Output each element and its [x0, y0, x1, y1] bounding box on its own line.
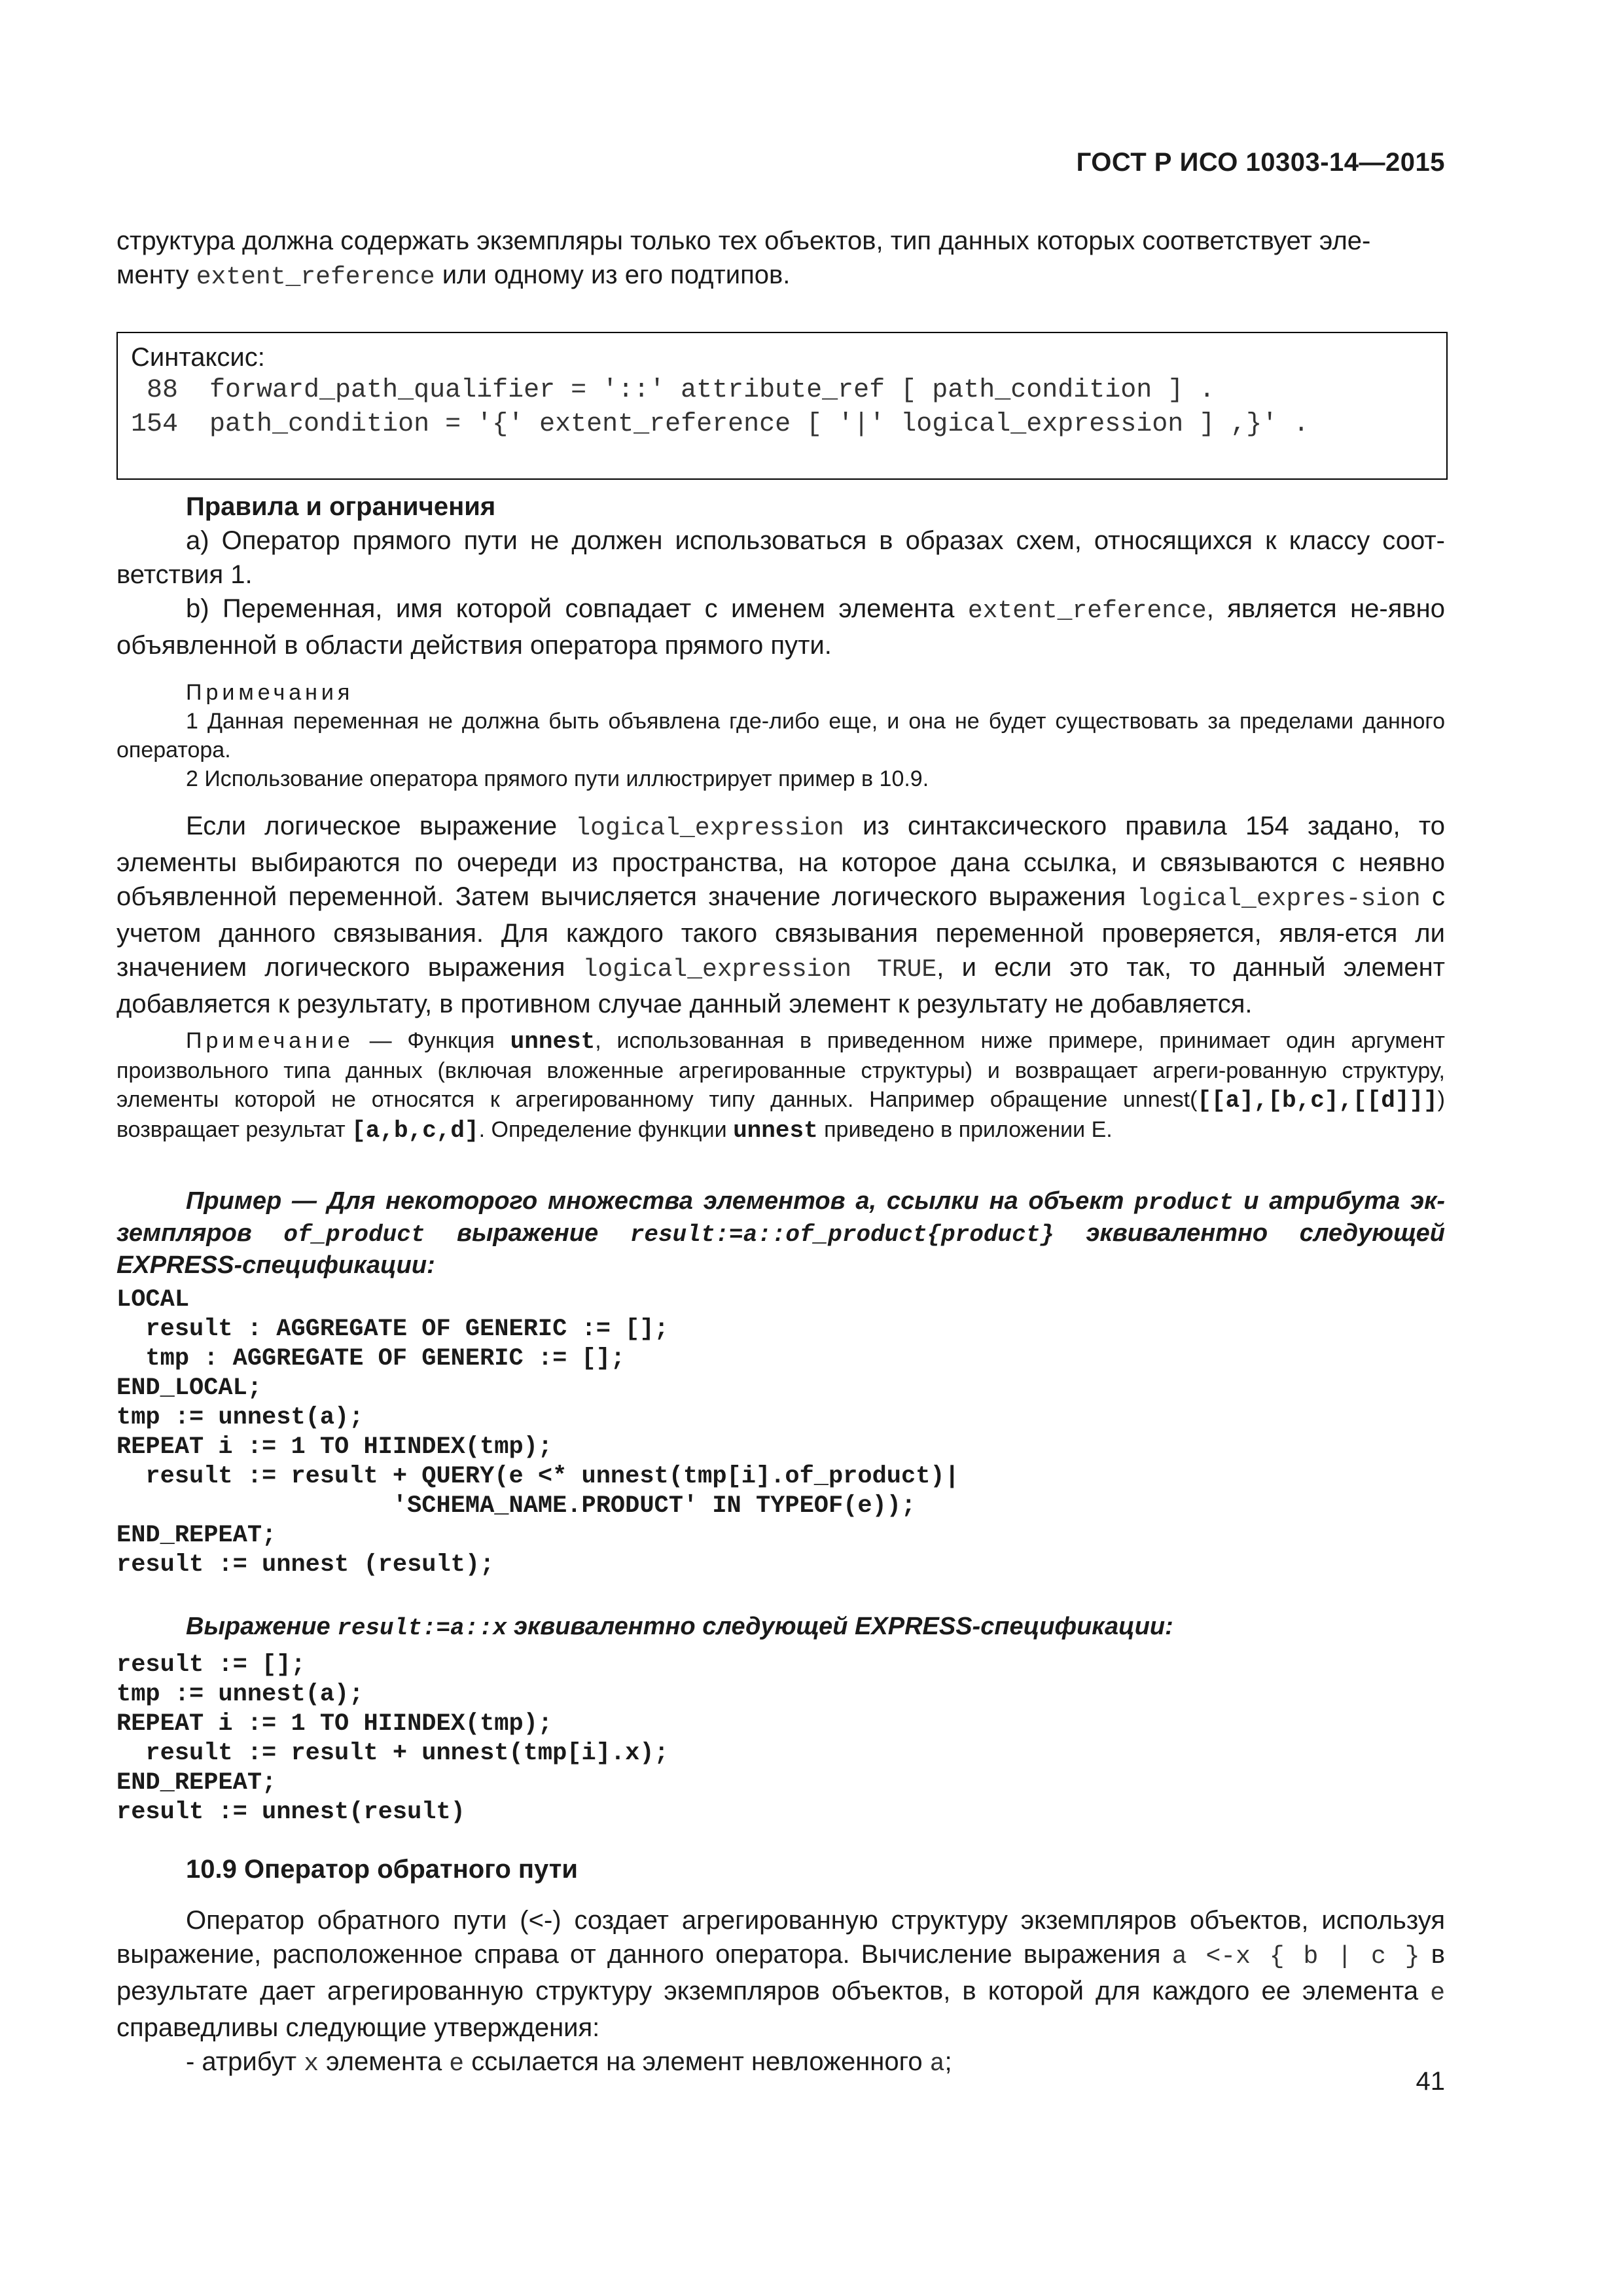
- text: Выражение: [186, 1613, 338, 1640]
- syntax-rule-88: 88 forward_path_qualifier = '::' attribute_ref [ path_condition ] .: [131, 376, 1215, 405]
- text: приведено в приложении Е.: [817, 1117, 1113, 1142]
- text: ;: [944, 2047, 952, 2076]
- intro-text: или одному из его подтипов.: [435, 260, 791, 289]
- text: ) возвращает результат: [116, 1087, 1445, 1142]
- code-term: logical_expres-sion: [1137, 885, 1421, 913]
- note-2: 2 Использование оператора прямого пути иллюстрирует пример в 10.9.: [186, 766, 929, 791]
- page-number: 41: [1416, 2067, 1445, 2096]
- code-term: [[a],[b,c],[[d]]]: [1197, 1087, 1438, 1114]
- example-intro: [116, 1186, 1445, 1280]
- syntax-box: [116, 332, 1448, 480]
- code-term: extent_reference: [967, 597, 1207, 625]
- note-unnest: [116, 1026, 1445, 1145]
- note-1: 1 Данная переменная не должна быть объявлена где-либо еще, и она не будет существовать за пределами данного оператора.: [116, 709, 1445, 762]
- code-term: product: [1134, 1189, 1234, 1216]
- code-block-1: LOCAL result : AGGREGATE OF GENERIC := []; tmp : AGGREGATE OF GENERIC := []; END_LOCAL; tmp := unnest(a); REPEAT i := 1 TO HIINDEX(tmp); result := result + QUERY(e <* unnest(tmp[i].of_product)| 'SCHEMA_NAME.PRODUCT' IN TYPEOF(e)); END_REPEAT; result := unnest (result);: [116, 1286, 959, 1579]
- note-unnest-text: [116, 1026, 1445, 1145]
- code-term: result:=a::x: [337, 1615, 507, 1641]
- intro-line-1: структура должна содержать экземпляры только тех объектов, тип данных которых соответствует эле-: [116, 226, 1371, 255]
- notes-section: [116, 678, 1445, 793]
- rule-text: b) Переменная, имя которой совпадает с именем элемента: [186, 594, 968, 623]
- text: и атрибута эк-земпляров: [116, 1187, 1446, 1247]
- paragraph-2-text: [116, 809, 1445, 1021]
- example-2-intro: [116, 1611, 1445, 1643]
- paragraph-3: [116, 1903, 1445, 2081]
- code-term: logical_expression TRUE: [582, 956, 937, 984]
- code-term: of_product: [283, 1221, 425, 1248]
- text: Оператор обратного пути (<-) создает агрегированную структуру экземпляров объектов, используя выражение, расположенное справа от данного оператора. Вычисление выражения: [116, 1906, 1445, 1969]
- text: - атрибут: [186, 2047, 304, 2076]
- notes-title: Примечания: [186, 680, 354, 705]
- text: . Определение функции: [478, 1117, 734, 1142]
- section-heading: 10.9 Оператор обратного пути: [186, 1855, 578, 1884]
- code-term: a: [929, 2050, 945, 2078]
- rules-section: [116, 490, 1445, 662]
- code-block-2: result := []; tmp := unnest(a); REPEAT i := 1 TO HIINDEX(tmp); result := result + unnest(tmp[i].x); END_REPEAT; result := unnest(result): [116, 1651, 669, 1826]
- syntax-rule-154: 154 path_condition = '{' extent_reference [ '|' logical_expression ] ,}' .: [131, 410, 1310, 439]
- code-term: logical_expression: [575, 814, 844, 842]
- code-term: extent_reference: [196, 263, 435, 291]
- text: элемента: [319, 2047, 450, 2076]
- example-text: [116, 1186, 1445, 1280]
- rule-a: а) Оператор прямого пути не должен использоваться в образах схем, относящихся к классу соот-ветствия 1.: [116, 526, 1445, 589]
- rule-b: [116, 592, 1445, 662]
- text: , и если это так, то данный элемент добавляется к результату, в противном случае данный элемент к результату не добавляется.: [116, 953, 1445, 1018]
- code-term: [a,b,c,d]: [351, 1117, 479, 1144]
- text: с учетом данного связывания. Для каждого такого связывания переменной проверяется, явля-ется ли значением логического выражения: [116, 882, 1445, 982]
- text: — Функция: [353, 1028, 510, 1053]
- intro-line-2: [116, 258, 1445, 295]
- code-term: a <-x { b | c }: [1171, 1943, 1420, 1971]
- rules-heading: Правила и ограничения: [186, 492, 496, 521]
- text: эквивалентно следующей EXPRESS-спецификации:: [116, 1219, 1446, 1279]
- document-header: ГОСТ Р ИСО 10303-14—2015: [1076, 148, 1445, 177]
- code-term: result:=a::of_product{product}: [630, 1221, 1054, 1248]
- text: в результате дает агрегированную структуру экземпляров объектов, в которой для каждого ее элемента: [116, 1940, 1445, 2005]
- text: справедливы следующие утверждения:: [116, 2013, 600, 2042]
- text: Если логическое выражение: [186, 812, 576, 840]
- text: эквивалентно следующей EXPRESS-спецификации:: [507, 1613, 1173, 1640]
- example-2-text: [116, 1611, 1445, 1643]
- intro-paragraph: [116, 224, 1445, 295]
- section-10-9: [116, 1852, 1445, 1886]
- text: из синтаксического правила 154 задано, то элементы выбираются по очереди из пространства, на которое дана ссылка, и связываются с неявно объявленной переменной. Затем вычисляется значение логического выражения: [116, 812, 1445, 911]
- rule-text: , является не-явно объявленной в области действия оператора прямого пути.: [116, 594, 1445, 660]
- code-term: e: [449, 2050, 465, 2078]
- bullet-item: [116, 2045, 1445, 2081]
- text: Пример — Для некоторого множества элементов a, ссылки на объект: [186, 1187, 1135, 1215]
- code-term: x: [304, 2050, 319, 2078]
- paragraph-3-text: [116, 1903, 1445, 2045]
- intro-text: менту: [116, 260, 196, 289]
- syntax-title: Синтаксис:: [131, 343, 265, 372]
- text: ссылается на элемент невложенного: [464, 2047, 930, 2076]
- code-term: unnest: [733, 1117, 818, 1144]
- code-term: unnest: [510, 1028, 596, 1055]
- code-term: e: [1430, 1979, 1445, 2007]
- text: , использованная в приведенном ниже примере, принимает один аргумент произвольного типа данных (включая вложенные агрегированные структуры) и возвращает агреги-рованную структуру, элементы которой не относятся к агрегированному типу данных. Например обращение unnest(: [116, 1028, 1446, 1112]
- paragraph-2: [116, 809, 1445, 1021]
- text: выражение: [425, 1219, 630, 1247]
- note-label: Примечание: [186, 1028, 354, 1053]
